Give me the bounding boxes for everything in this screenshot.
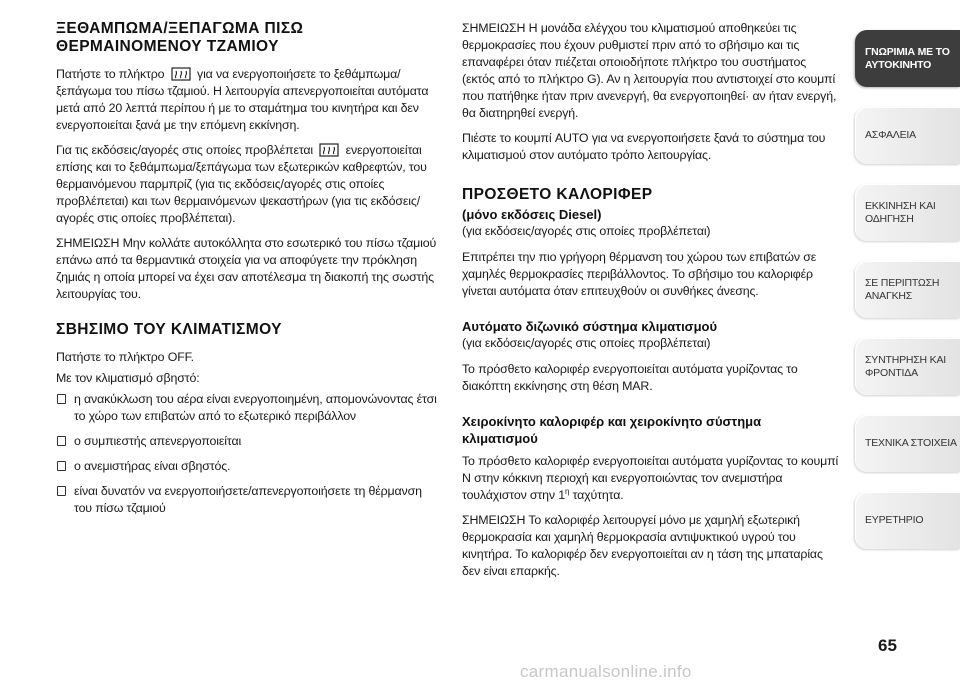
tab-safety[interactable] — [855, 107, 960, 164]
tab-label: ΑΣΦΑΛΕΙΑ — [865, 129, 916, 141]
paragraph-defrost-after: για να ενεργοποιήσετε το ξεθάμπωμα/ ξεπάγωμα του πίσω τζαμιού. Η λειτουργία απενεργοποιείται αυτόματα μετά από 20 λεπτά περίπου ή με το σταμάτημα του κινητήρα και δεν ενεργοποιείται ξανά με την επόμενη εκκίνηση. — [56, 67, 429, 132]
tab-getting-to-know[interactable] — [855, 30, 960, 87]
tab-label: ΓΝΩΡΙΜΙΑ ΜΕ ΤΟ ΑΥΤΟΚΙΝΗΤΟ — [865, 45, 950, 71]
chapter-tabs — [855, 30, 960, 569]
tab-emergency[interactable] — [855, 261, 960, 318]
paragraph-heater-desc: Επιτρέπει την πιο γρήγορη θέρμανση του χώρου των επιβατών σε χαμηλές θερμοκρασίες περιβάλλοντος. Το σβήσιμο του καλοριφέρ γίνεται αυτόματα όταν επιτευχθούν οι συνθήκες άνεσης. — [462, 250, 817, 298]
tab-label: ΕΥΡΕΤΗΡΙΟ — [865, 514, 924, 526]
tab-label: ΣΕ ΠΕΡΙΠΤΩΣΗ ΑΝΑΓΚΗΣ — [865, 276, 940, 302]
heading-rear-defrost-line1: ΞΕΘΑΜΠΩΜΑ/ΞΕΠΑΓΩΜΑ ΠΙΣΩ — [56, 20, 304, 37]
note-versions-2: (για εκδόσεις/αγορές στις οποίες προβλέπεται) — [462, 336, 711, 350]
paragraph-defrost-before: Πατήστε το πλήκτρο — [56, 67, 165, 81]
heading-aux-heater: ΠΡΟΣΘΕΤΟ ΚΑΛΟΡΙΦΕΡ — [462, 186, 653, 203]
tab-index[interactable] — [855, 492, 960, 549]
list-item — [56, 458, 440, 475]
paragraph-manual-end: ταχύτητα. — [569, 488, 624, 502]
paragraph-manual-heater — [462, 453, 840, 504]
superscript: η — [564, 486, 570, 496]
ac-off-list — [56, 391, 440, 517]
tab-technical-data[interactable] — [855, 415, 960, 472]
rear-defrost-icon — [171, 67, 191, 81]
heading-rear-defrost — [56, 20, 440, 56]
right-column — [462, 20, 840, 588]
checkbox-bullet-icon — [57, 394, 66, 404]
subheading-dual-zone: Αυτόματο διζωνικό σύστημα κλιματισμού — [462, 319, 718, 334]
list-item-text: είναι δυνατόν να ενεργοποιήσετε/απενεργοποιήσετε τη θέρμανση του πίσω τζαμιού — [74, 484, 422, 515]
list-item-text: η ανακύκλωση του αέρα είναι ενεργοποιημένη, απομονώνοντας έτσι το χώρο των επιβατών από το εξωτερικό περιβάλλον — [74, 392, 437, 423]
paragraph-versions-after: ενεργοποιείται επίσης και το ξεθάμπωμα/ξεπάγωμα των εξωτερικών καθρεφτών, του θερμαινόμενου παρμπρίζ (για τις εκδόσεις/αγορές στις οποίες προβλέπεται) και των θερμαινόμενων ψεκαστήρων (για τις εκδόσεις/αγορές στις οποίες προβλέπεται). — [56, 143, 427, 225]
heading-diesel-only: (μόνο εκδόσεις Diesel) — [462, 207, 602, 222]
paragraph-defrost-button — [56, 66, 440, 134]
note-memory: ΣΗΜΕΙΩΣΗ Η μονάδα ελέγχου του κλιματισμού αποθηκεύει τις θερμοκρασίες που έχουν ρυθμιστεί πριν από το σβήσιμο και τις επαναφέρει όταν πιέζεται οποιοδήποτε πλήκτρο του συστήματος (εκτός από το πλήκτρο G). Αν η λειτουργία που αντιστοιχεί στο κουμπί που πατήθηκε ήταν πριν ανενεργή, θα ενεργοποιηθεί· αν ήταν ενεργή, θα διατηρηθεί ενεργή. — [462, 21, 837, 120]
note-heater-conditions: ΣΗΜΕΙΩΣΗ Το καλοριφέρ λειτουργεί μόνο με χαμηλή εξωτερική θερμοκρασία και χαμηλή θερμοκρασία αντιψυκτικού υγρού του κινητήρα. Το καλοριφέρ δεν ενεργοποιείται αν η τάση της μπαταρίας δεν είναι επαρκής. — [462, 513, 823, 578]
paragraph-versions-before: Για τις εκδόσεις/αγορές στις οποίες προβλέπεται — [56, 143, 314, 157]
paragraph-press-off: Πατήστε το πλήκτρο OFF. — [56, 350, 194, 364]
tab-label: ΣΥΝΤΗΡΗΣΗ ΚΑΙ ΦΡΟΝΤΙΔΑ — [865, 353, 946, 379]
paragraph-defrost-versions — [56, 142, 440, 227]
list-item — [56, 483, 440, 517]
note-stickers: ΣΗΜΕΙΩΣΗ Μην κολλάτε αυτοκόλλητα στο εσωτερικό του πίσω τζαμιού επάνω από τα θερμαντικά στοιχεία για να αποφύγετε την πρόκληση ζημιάς η οποία μπορεί να έχει σαν αποτέλεσμα τη διακοπή της σωστής λειτουργίας του. — [56, 236, 437, 301]
list-item-text: ο συμπιεστής απενεργοποιείται — [74, 434, 242, 448]
checkbox-bullet-icon — [57, 486, 66, 496]
paragraph-ac-off-intro: Με τον κλιματισμό σβηστό: — [56, 371, 200, 385]
page-number: 65 — [878, 636, 897, 655]
left-column — [56, 20, 440, 525]
tab-maintenance[interactable] — [855, 338, 960, 395]
rear-defrost-icon — [319, 143, 339, 157]
tab-starting-driving[interactable] — [855, 184, 960, 241]
heading-ac-off: ΣΒΗΣΙΜΟ ΤΟΥ ΚΛΙΜΑΤΙΣΜΟΥ — [56, 321, 282, 338]
list-item-text: ο ανεμιστήρας είναι σβηστός. — [74, 459, 231, 473]
watermark: carmanualsonline.info — [520, 662, 692, 681]
list-item — [56, 433, 440, 450]
note-versions-1: (για εκδόσεις/αγορές στις οποίες προβλέπεται) — [462, 224, 711, 238]
paragraph-auto: Πιέστε το κουμπί AUTO για να ενεργοποιήσετε ξανά το σύστημα του κλιματισμού στον αυτόματο τρόπο λειτουργίας. — [462, 131, 826, 162]
paragraph-manual-text: Το πρόσθετο καλοριφέρ ενεργοποιείται αυτόματα γυρίζοντας το κουμπί N στην κόκκινη περιοχή και ενεργοποιώντας τον ανεμιστήρα τουλάχιστον στην 1 — [462, 454, 839, 502]
heading-rear-defrost-line2: ΘΕΡΜΑΙΝΟΜΕΝΟΥ ΤΖΑΜΙΟΥ — [56, 38, 279, 55]
tab-label: ΕΚΚΙΝΗΣΗ ΚΑΙ ΟΔΗΓΗΣΗ — [865, 199, 936, 225]
paragraph-auto-heater: Το πρόσθετο καλοριφέρ ενεργοποιείται αυτόματα γυρίζοντας το διακόπτη εκκίνησης στη θέση MAR. — [462, 362, 798, 393]
list-item — [56, 391, 440, 425]
checkbox-bullet-icon — [57, 461, 66, 471]
tab-label: ΤΕΧΝΙΚΑ ΣΤΟΙΧΕΙΑ — [865, 437, 957, 449]
subheading-manual: Χειροκίνητο καλοριφέρ και χειροκίνητο σύστημα κλιματισμού — [462, 414, 762, 446]
checkbox-bullet-icon — [57, 436, 66, 446]
